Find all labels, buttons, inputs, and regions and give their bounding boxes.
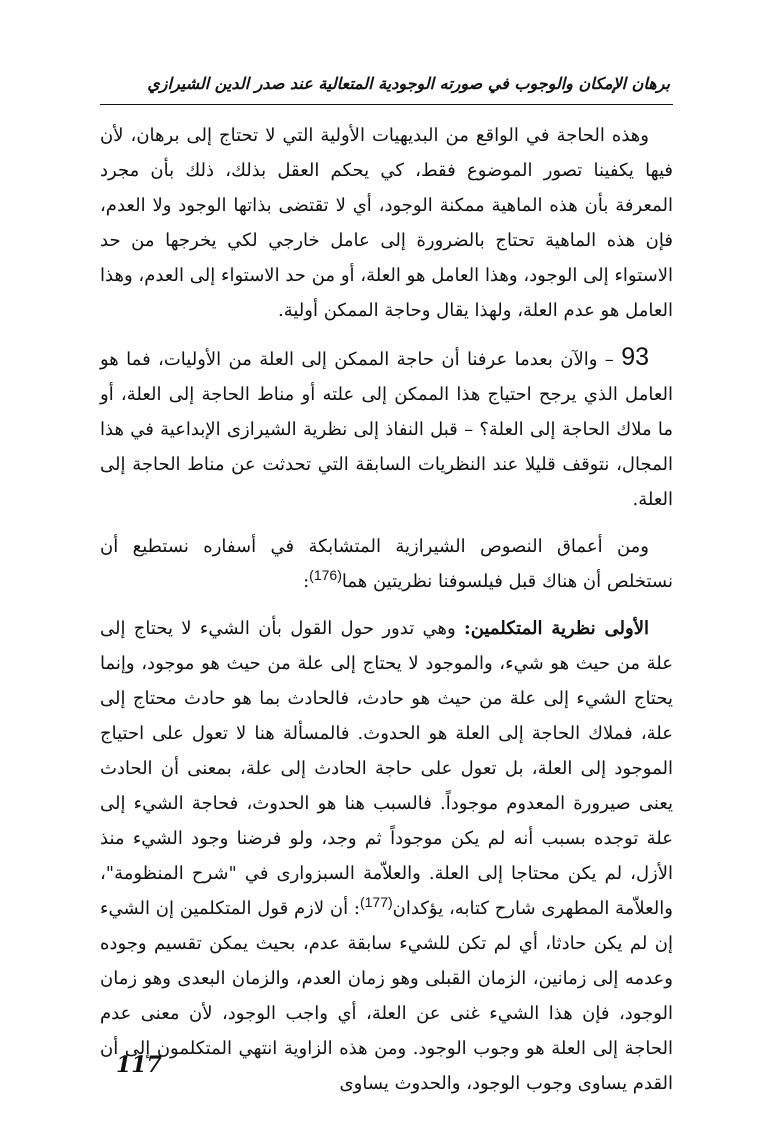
paragraph-2-text: – والآن بعدما عرفنا أن حاجة الممكن إلى العلة من الأوليات، فما هو العامل الذي يرجح احتياج هذا الممكن إلى علته أو مناط الحاجة إلى العلة، أو ما ملاك الحاجة إلى العلة؟ – قبل النفاذ إلى نظرية الشيرازى الإبداعية في هذا المجال، نتوقف قليلا عند النظريات السابقة التي تحدثت عن مناط الحاجة إلى العلة.	[100, 349, 673, 510]
paragraph-2	[100, 340, 673, 517]
page-number: 117	[116, 1052, 162, 1078]
paragraph-3	[100, 529, 673, 599]
paragraph-3-text: ومن أعماق النصوص الشيرازية المتشابكة في أسفاره نستطيع أن نستخلص أن هناك قبل فيلسوفنا نظريتين هما	[100, 536, 673, 592]
paragraph-4-text-cont: : أن لازم قول المتكلمين إن الشيء إن لم يكن حادثا، أي لم تكن للشيء سابقة عدم، بحيث يمكن تقسيم وجوده وعدمه إلى زمانين، الزمان القبلى وهو زمان العدم، والزمان البعدى وهو زمان الوجود، فإن هذا الشيء غنى عن العلة، أي واجب الوجود، لأن معنى عدم الحاجة إلى العلة هو وجوب الوجود. ومن هذه الزاوية انتهي المتكلمون إلى أن القدم يساوى وجوب الوجود، والحدوث يساوى	[100, 898, 673, 1094]
header-rule	[100, 104, 673, 105]
footnote-ref-176: (176)	[309, 567, 342, 583]
footnote-ref-177: (177)	[359, 894, 393, 910]
paragraph-4	[100, 611, 673, 1101]
running-header: برهان الإمكان والوجوب في صورته الوجودية المتعالية عند صدر الدين الشيرازي	[147, 74, 670, 93]
section-number: 93	[621, 343, 649, 371]
paragraph-4-text: وهي تدور حول القول بأن الشيء لا يحتاج إلى علة من حيث هو شيء، والموجود لا يحتاج إلى علة من حيث هو موجود، وإنما يحتاج الشيء إلى علة من حيث هو حادث، فالحادث بما هو حادث محتاج إلى علة، فملاك الحاجة إلى العلة هو الحدوث. فالمسألة هنا لا تعول على احتياج الموجود إلى العلة، بل تعول على حاجة الحادث إلى علة، بمعنى أن الحادث يعنى صيرورة المعدوم موجوداً. فالسبب هنا هو الحدوث، فحاجة الشيء إلى علة توجده بسبب أنه لم يكن موجوداً ثم وجد، ولو فرضنا وجود الشيء منذ الأزل، لم يكن محتاجا إلى العلة. والعلاّمة السبزوارى في "شرح المنظومة"، والعلاّمة المطهرى شارح كتابه، يؤكدان	[100, 618, 673, 919]
paragraph-1: وهذه الحاجة في الواقع من البديهيات الأولية التي لا تحتاج إلى برهان، لأن فيها يكفينا تصور الموضوع فقط، كي يحكم العقل بذلك، ذلك بأن مجرد المعرفة بأن هذه الماهية ممكنة الوجود، أي لا تقتضى بذاتها الوجود ولا العدم، فإن هذه الماهية تحتاج بالضرورة إلى عامل خارجي لكي يخرجها من حد الاستواء إلى الوجود، وهذا العامل هو العلة، أو من حد الاستواء إلى العدم، وهذا العامل هو عدم العلة، ولهذا يقال وحاجة الممكن أولية.	[100, 125, 673, 321]
paragraph-3-end: :	[303, 571, 310, 592]
paragraph-4-heading: الأولى نظرية المتكلمين:	[464, 618, 649, 639]
page-body	[100, 118, 673, 1101]
